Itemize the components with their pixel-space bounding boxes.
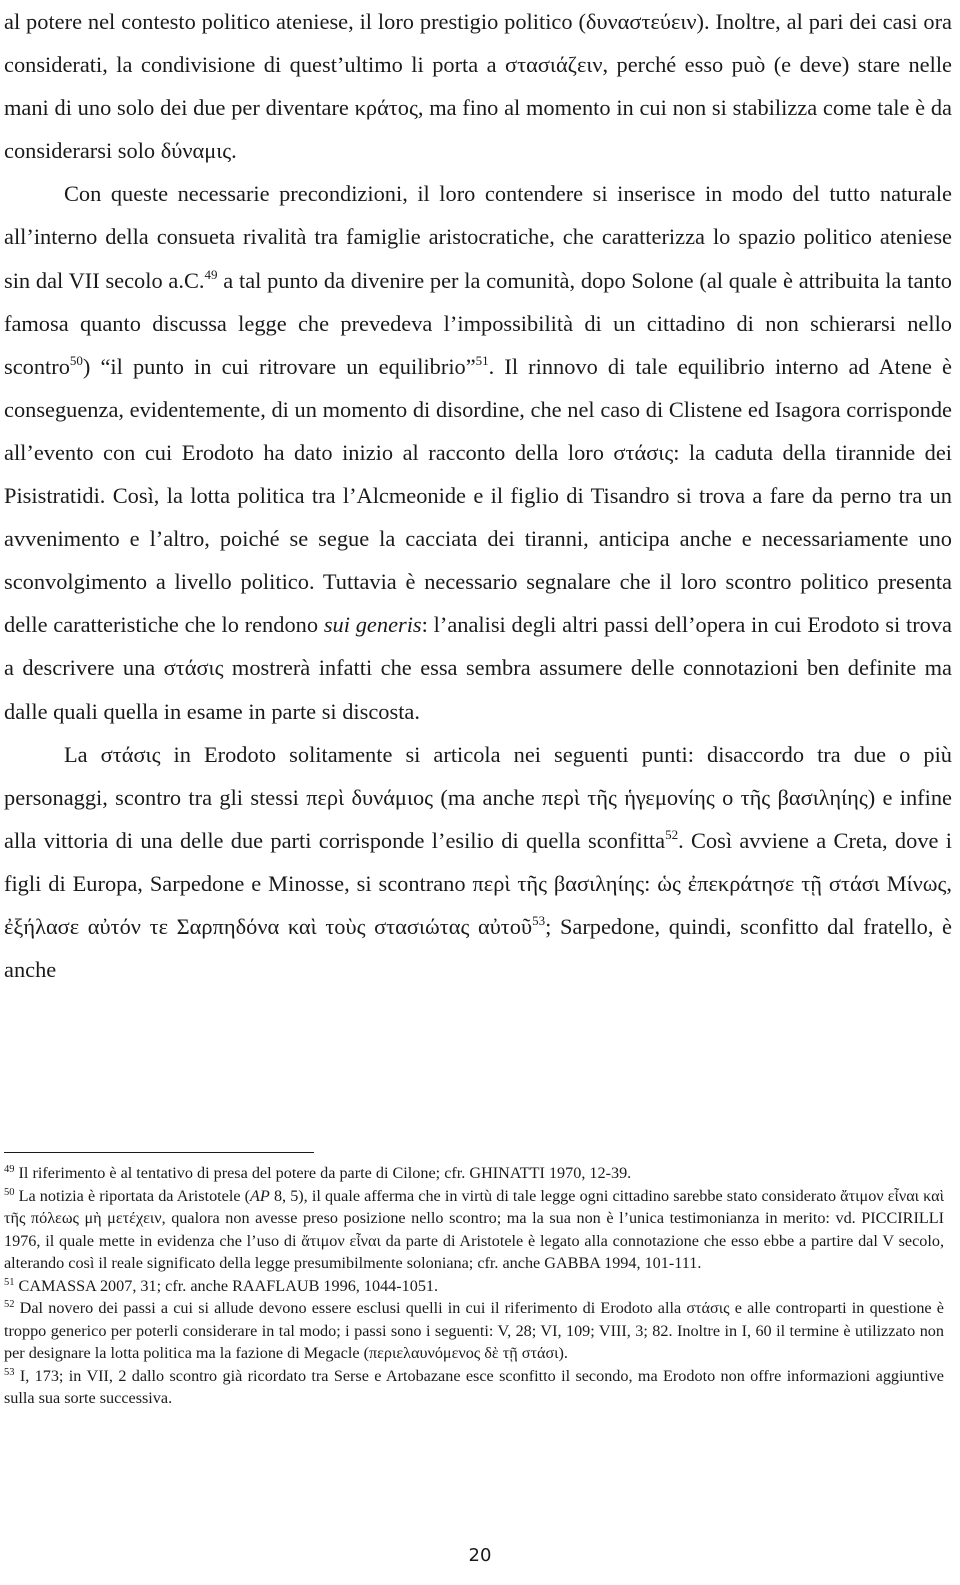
text-run: Il riferimento è al tentativo di presa del potere da parte di Cilone; cfr. GHINATTI 1970, 12-39.: [14, 1164, 632, 1182]
footnote-ref: 49: [204, 266, 218, 282]
footnotes: [4, 1162, 944, 1410]
footnote-separator: [4, 1152, 314, 1153]
paragraph: [4, 733, 952, 992]
footnote: [4, 1162, 944, 1185]
text-run: ) “il punto in cui ritrovare un equilibrio”: [82, 353, 476, 379]
paragraph: [4, 0, 952, 172]
footnote-ref: 50: [4, 1186, 15, 1198]
footnote: [4, 1275, 944, 1298]
text-run: I, 173; in VII, 2 dallo scontro già ricordato tra Serse e Artobazane esce sconfitto il secondo, ma Erodoto non offre informazioni aggiuntive sulla sua sorte successiva.: [4, 1366, 944, 1407]
footnote-ref: 52: [665, 826, 679, 842]
text-run: : l’analisi degli altri passi dell’opera in cui Erodoto si trova a descrivere una στάσις mostrerà infatti che essa sembra assumere delle connotazioni ben definite ma dalle quali quella in esame in parte si discosta.: [4, 612, 952, 724]
body-text: [4, 0, 952, 991]
page-number: 20: [468, 1545, 492, 1566]
footnote-ref: 53: [4, 1366, 15, 1378]
text-run: . Così avviene a Creta, dove i figli di Europa, Sarpedone e Minosse, si scontrano περὶ τῆς βασιληίης: ὡς ἐπεκράτησε τῇ στάσι Μίνως, ἐξήλασε αὐτόν τε Σαρπηδόνα καὶ τοὺς στασιώτας αὐτοῦ: [4, 827, 952, 939]
text-run: La notizia è riportata da Aristotele (: [14, 1186, 251, 1205]
footnote: [4, 1297, 944, 1365]
text-run: . Il rinnovo di tale equilibrio interno ad Atene è conseguenza, evidentemente, di un momento di disordine, che nel caso di Clistene ed Isagora corrisponde all’evento con cui Erodoto ha dato inizio al racconto della loro στάσις: la caduta della tirannide dei Pisistratidi. Così, la lotta politica tra l’Alcmeonide e il figlio di Tisandro si trova a fare da perno tra un avvenimento e l’altro, poiché se segue la cacciata dei tiranni, anticipa anche e necessariamente uno sconvolgimento a livello politico. Tuttavia è necessario segnalare che il loro scontro politico presenta delle caratteristiche che lo rendono: [4, 353, 952, 638]
italic-text: AP: [250, 1186, 270, 1205]
footnote: [4, 1185, 944, 1275]
text-run: 8, 5), il quale afferma che in virtù di tale legge ogni cittadino sarebbe stato considerato ἄτιμον εἶναι καὶ τῆς πόλεως μὴ μετέχειν, qualora non avesse preso posizione nello scontro; ma la sua non è l’unica testimonianza in merito: vd. PICCIRILLI 1976, il quale mette in evidenza che l’uso di ἄτιμον εἶναι da parte di Aristotele è legato alla connotazione che esso ebbe a partire dal V secolo, alterando così il reale significato della legge presumibilmente soloniana; cfr. anche GABBA 1994, 101-111.: [4, 1186, 944, 1272]
text-run: Con queste necessarie precondizioni, il loro contendere si inserisce in modo del tutto naturale all’interno della consueta rivalità tra famiglie aristocratiche, che caratterizza lo spazio politico ateniese sin dal VII secolo a.C.: [4, 181, 952, 293]
text-run: La στάσις in Erodoto solitamente si articola nei seguenti punti: disaccordo tra due o più personaggi, scontro tra gli stessi περὶ δυνάμιος (ma anche περὶ τῆς ἡγεμονίης o τῆς βασιληίης) e infine alla vittoria di una delle due parti corrisponde l’esilio di quella sconfitta: [4, 741, 952, 853]
footnote: [4, 1365, 944, 1410]
italic-text: sui generis: [323, 612, 422, 638]
footnote-ref: 51: [475, 352, 489, 368]
text-run: ; Sarpedone, quindi, sconfitto dal fratello, è anche: [4, 913, 952, 983]
text-run: a tal punto da divenire per la comunità, dopo Solone (al quale è attribuita la tanto famosa quanto discussa legge che prevedeva l’impossibilità di un cittadino di non schierarsi nello scontro: [4, 267, 952, 379]
footnote-ref: 51: [4, 1276, 15, 1288]
footnote-ref: 52: [4, 1299, 15, 1310]
paragraph: [4, 172, 952, 732]
text-run: CAMASSA 2007, 31; cfr. anche RAAFLAUB 1996, 1044-1051.: [14, 1276, 439, 1295]
text-run: Dal novero dei passi a cui si allude devono essere esclusi quelli in cui il riferimento di Erodoto alla στάσις e alle controparti in questione è troppo generico per poterli considerare in tal modo; i passi sono i seguenti: V, 28; VI, 109; VIII, 3; 82. Inoltre in I, 60 il termine è utilizzato non per designare la lotta politica ma la fazione di Megacle (περιελαυνόμενος δὲ τῇ στάσι).: [4, 1299, 944, 1362]
footnote-ref: 50: [69, 352, 83, 368]
text-run: al potere nel contesto politico ateniese, il loro prestigio politico (δυναστεύειν). Inoltre, al pari dei casi ora considerati, la condivisione di quest’ultimo li porta a στασιάζειν, perché esso può (e deve) stare nelle mani di uno solo dei due per diventare κράτος, ma fino al momento in cui non si stabilizza come tale è da considerarsi solo δύναμις.: [4, 9, 952, 164]
footnote-ref: 53: [532, 912, 546, 928]
footnote-ref: 49: [4, 1164, 15, 1175]
